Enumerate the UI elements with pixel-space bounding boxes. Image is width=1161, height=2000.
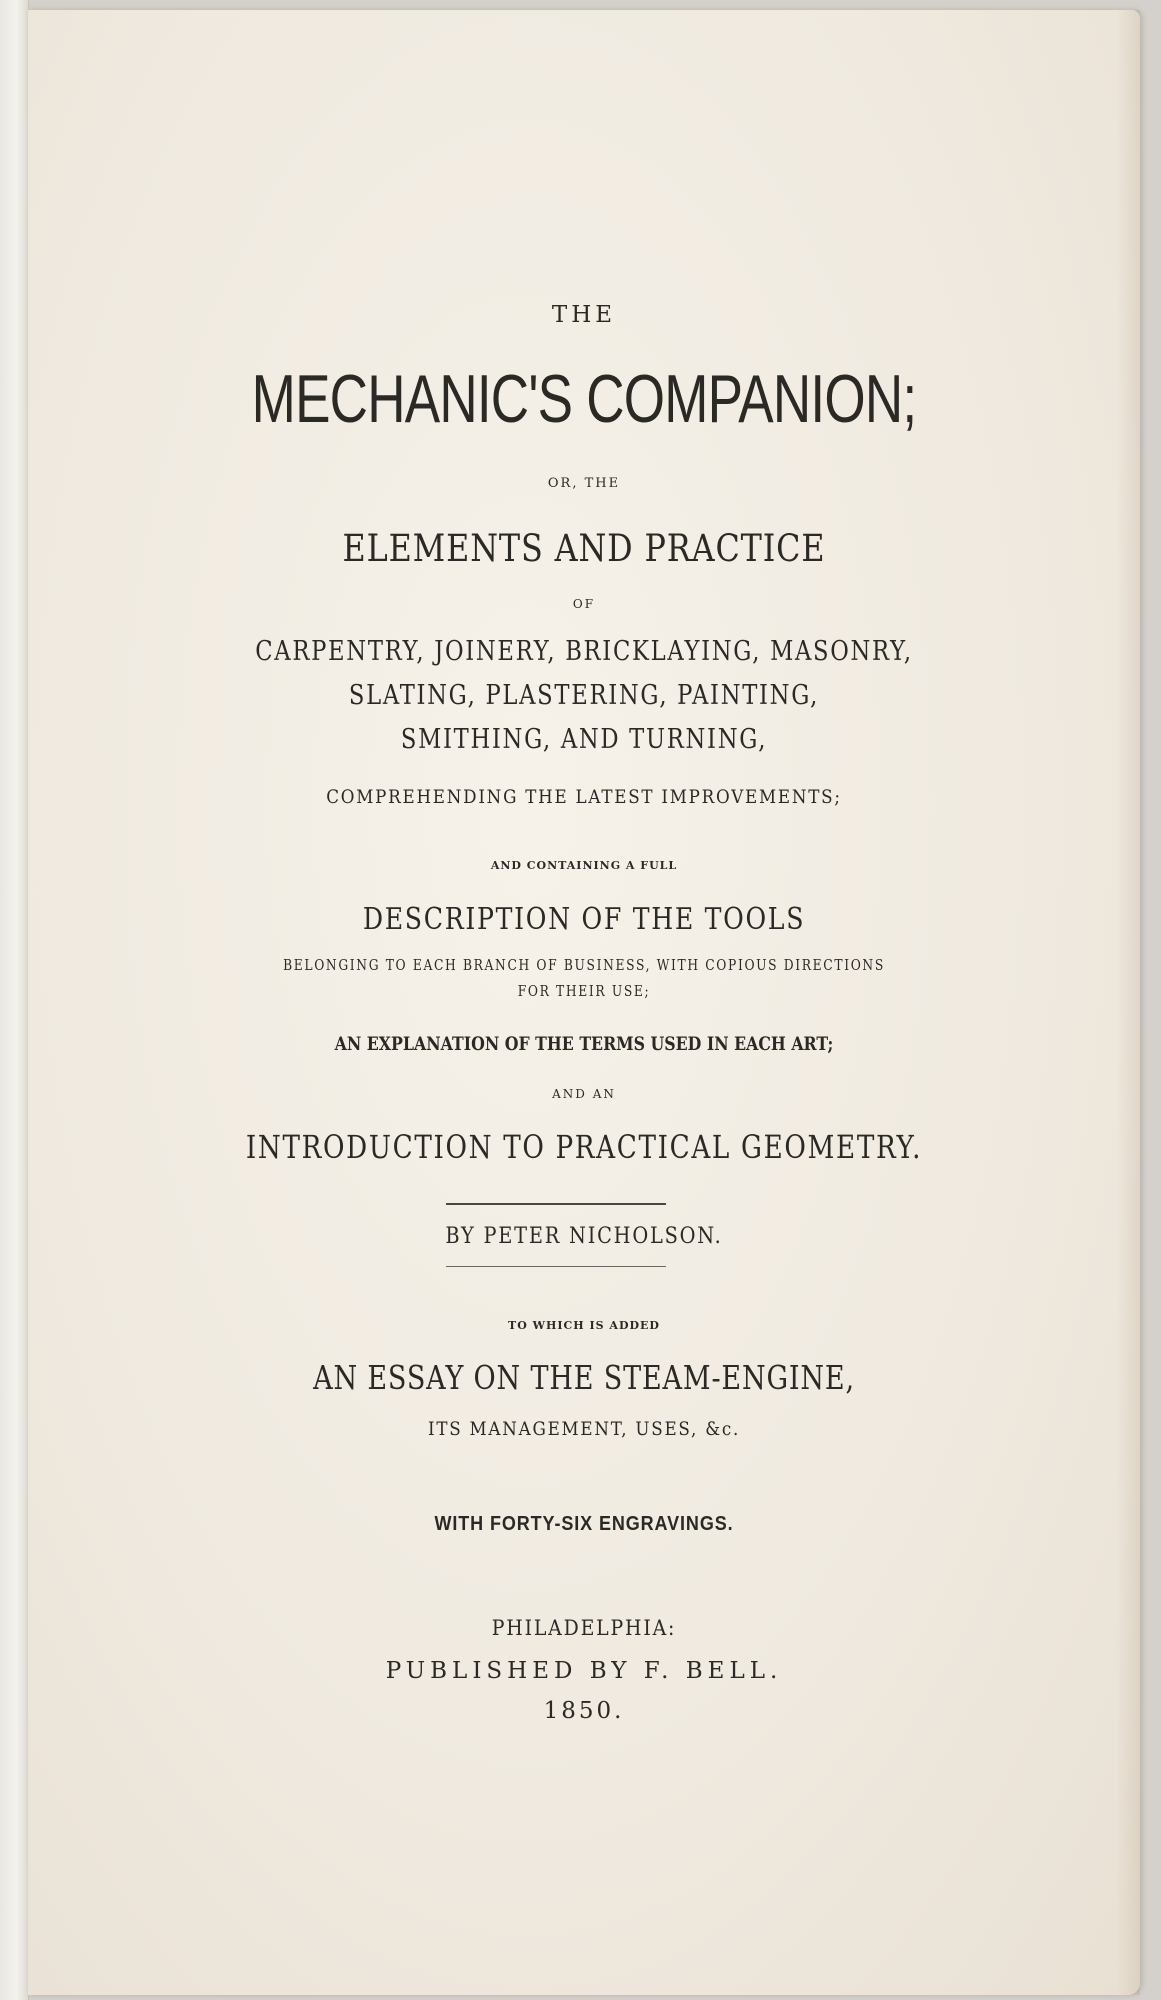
trades-line-2: SLATING, PLASTERING, PAINTING, (348, 680, 820, 711)
description-line: DESCRIPTION OF THE TOOLS (362, 902, 806, 937)
trades-line-1: CARPENTRY, JOINERY, BRICKLAYING, MASONRY, (255, 636, 913, 667)
belonging-line-2: FOR THEIR USE; (517, 982, 651, 1000)
subtitle-of: OF (572, 597, 596, 611)
comprehending-line: COMPREHENDING THE LATEST IMPROVEMENTS; (326, 786, 842, 808)
top-divider-rule (446, 1203, 666, 1205)
explanation-line: AN EXPLANATION OF THE TERMS USED IN EACH ART; (334, 1033, 834, 1055)
containing-line: AND CONTAINING A FULL (490, 859, 678, 872)
title-page (28, 10, 1140, 1995)
management-line: ITS MANAGEMENT, USES, &c. (427, 1418, 741, 1440)
adjacent-page-edge (0, 0, 29, 2000)
main-title: MECHANIC'S COMPANION; (251, 361, 917, 437)
engravings-line: WITH FORTY-SIX ENGRAVINGS. (434, 1513, 734, 1535)
trades-line-3: SMITHING, AND TURNING, (400, 724, 768, 755)
imprint-place: PHILADELPHIA: (491, 1616, 677, 1640)
bottom-divider-rule (446, 1266, 666, 1267)
imprint-year: 1850. (543, 1698, 625, 1724)
belonging-line-1: BELONGING TO EACH BRANCH OF BUSINESS, WITH COPIOUS DIRECTIONS (283, 956, 885, 974)
essay-line: AN ESSAY ON THE STEAM-ENGINE, (313, 1358, 855, 1397)
imprint-publisher: PUBLISHED BY F. BELL. (385, 1658, 783, 1684)
subtitle-or-the: OR, THE (547, 476, 621, 491)
added-line: TO WHICH IS ADDED (508, 1319, 660, 1332)
title-the: THE (551, 302, 617, 328)
introduction-line: INTRODUCTION TO PRACTICAL GEOMETRY. (245, 1128, 923, 1166)
author-line: BY PETER NICHOLSON. (445, 1224, 723, 1249)
and-an-line: AND AN (552, 1087, 616, 1101)
subtitle-elements: ELEMENTS AND PRACTICE (342, 527, 826, 570)
